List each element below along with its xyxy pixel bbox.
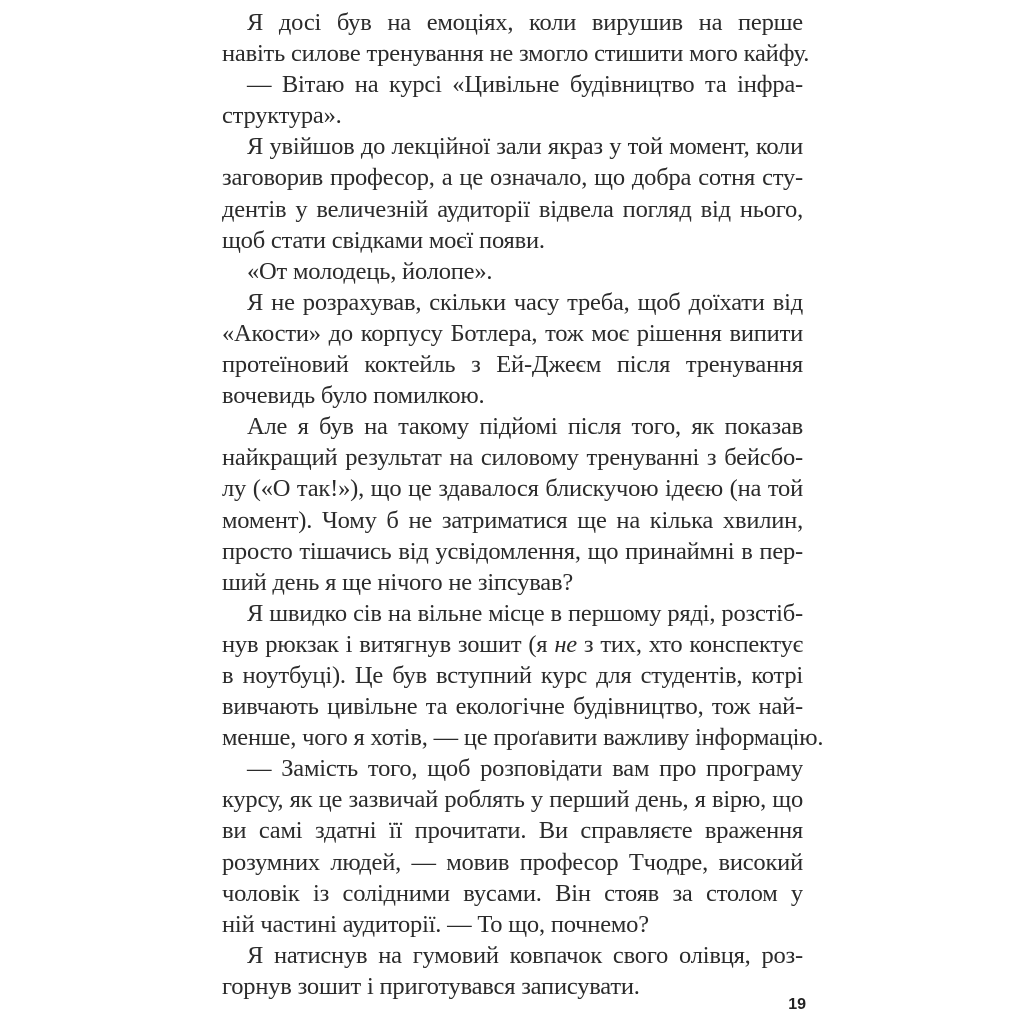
text-line: структура». xyxy=(222,102,342,130)
body-text xyxy=(222,7,824,1002)
text-line: чоловік із солідними вусами. Він стояв за столом у xyxy=(222,879,803,907)
paragraph xyxy=(222,287,803,411)
paragraph xyxy=(222,940,803,1002)
text-line: Я досі був на емоціях, коли вирушив на перше xyxy=(247,9,803,36)
text-line: щоб стати свідками моєї появи. xyxy=(222,226,545,254)
text-line: навіть силове тренування не змогло стишити мого кайфу. xyxy=(222,40,810,68)
paragraph xyxy=(222,69,803,131)
text-line: просто тішачись від усвідомлення, що принаймні в пер- xyxy=(222,537,803,565)
text-line: розумних людей, — мовив професор Тчодре, високий xyxy=(222,848,803,876)
text-line: ній частині аудиторії. — То що, почнемо? xyxy=(222,910,649,938)
paragraph xyxy=(222,256,803,287)
text-line: Я натиснув на гумовий ковпачок свого олівця, роз- xyxy=(247,941,803,969)
text-line: горнув зошит і приготувався записувати. xyxy=(222,972,640,1000)
paragraph xyxy=(222,411,803,598)
paragraph xyxy=(222,131,803,255)
text-line: вочевидь було помилкою. xyxy=(222,382,485,410)
paragraph xyxy=(222,7,810,69)
text-line: Але я був на такому підйомі після того, як показав xyxy=(247,413,803,441)
text-line xyxy=(222,629,803,660)
text-line: — Вітаю на курсі «Цивільне будівництво та інфра- xyxy=(247,71,803,99)
text-line: вивчають цивільне та екологічне будівництво, тож най- xyxy=(222,693,803,721)
text-line: «От молодець, йолопе». xyxy=(247,257,493,285)
text-segment: з тих, хто конспектує xyxy=(576,630,803,658)
text-line: Я не розрахував, скільки часу треба, щоб доїхати від xyxy=(247,288,803,316)
paragraph xyxy=(222,598,824,753)
text-line: дентів у величезній аудиторії відвела погляд від нього, xyxy=(222,195,803,223)
page-number: 19 xyxy=(788,996,806,1013)
text-line: ви самі здатні її прочитати. Ви справляєте враження xyxy=(222,817,803,845)
text-line: курсу, як це зазвичай роблять у перший день, я вірю, що xyxy=(222,786,803,814)
text-line: ший день я ще нічого не зіпсував? xyxy=(222,568,573,596)
text-line: момент). Чому б не затриматися ще на кілька хвилин, xyxy=(222,506,803,534)
text-line: протеїновий коктейль з Ей-Джеєм після тренування xyxy=(222,351,803,379)
text-line: — Замість того, щоб розповідати вам про програму xyxy=(247,755,803,783)
text-line: заговорив професор, а це означало, що добра сотня сту- xyxy=(222,164,803,192)
text-line: в ноутбуці). Це був вступний курс для студентів, котрі xyxy=(222,661,803,689)
italic-emphasis: не xyxy=(554,630,577,658)
text-line: Я увійшов до лекційної зали якраз у той момент, коли xyxy=(247,133,803,161)
text-line: лу («О так!»), що це здавалося блискучою ідеєю (на той xyxy=(222,475,803,503)
text-line: Я швидко сів на вільне місце в першому ряді, розстіб- xyxy=(247,599,803,627)
text-segment: нув рюкзак і витягнув зошит (я xyxy=(222,630,555,658)
paragraph xyxy=(222,753,803,940)
text-line: менше, чого я хотів, — це проґавити важливу інформацію. xyxy=(222,724,824,752)
text-line: найкращий результат на силовому тренуванні з бейсбо- xyxy=(222,444,803,472)
text-line: «Акости» до корпусу Ботлера, тож моє рішення випити xyxy=(222,319,803,347)
